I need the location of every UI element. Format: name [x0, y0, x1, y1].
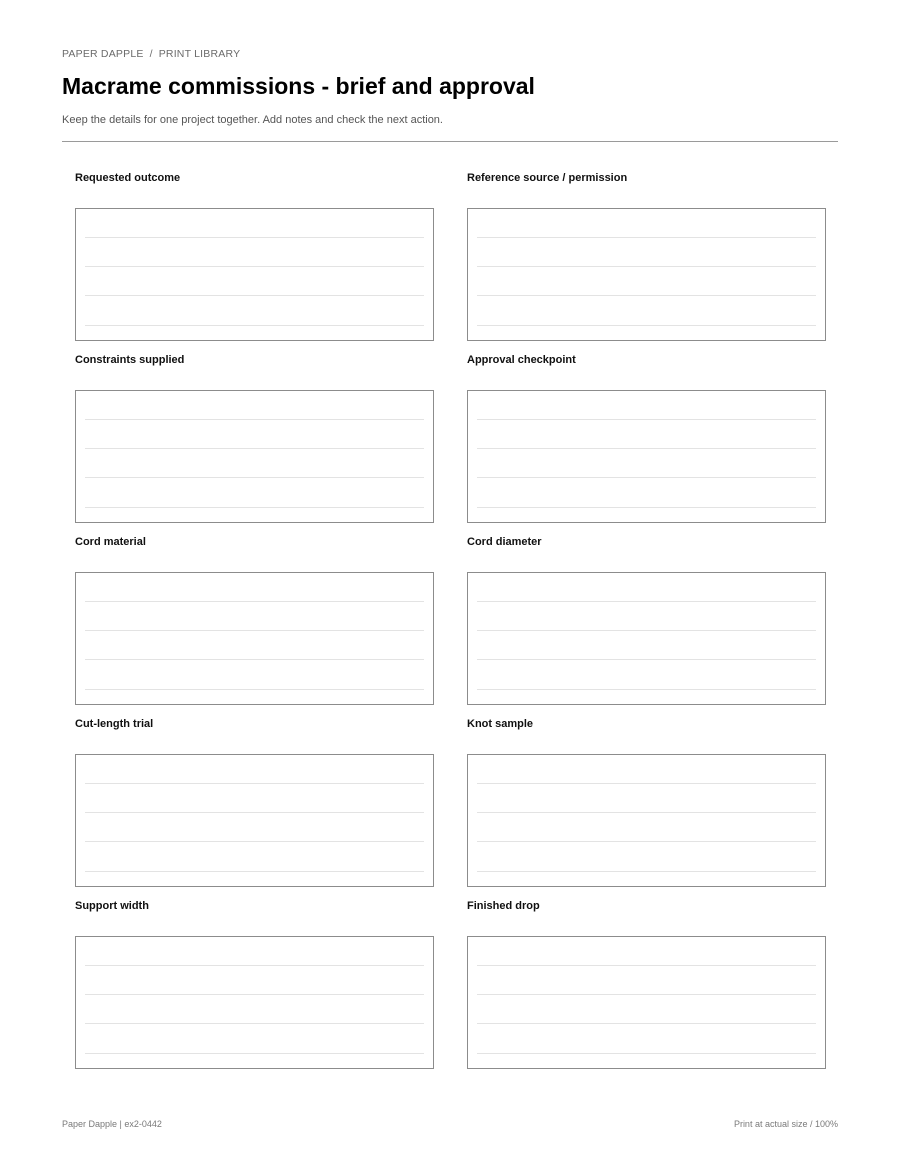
writing-line — [85, 965, 424, 966]
notes-box-finished-drop[interactable] — [467, 936, 826, 1069]
field-cord-material — [75, 536, 434, 704]
field-support-width — [75, 900, 434, 1068]
notes-box-approval-checkpoint[interactable] — [467, 390, 826, 523]
field-label: Approval checkpoint — [467, 354, 576, 366]
writing-line — [477, 295, 816, 296]
notes-box-reference-source[interactable] — [467, 208, 826, 341]
writing-line — [85, 1053, 424, 1054]
writing-line — [477, 841, 816, 842]
field-approval-checkpoint — [467, 354, 826, 522]
notes-box-cord-diameter[interactable] — [467, 572, 826, 705]
writing-line — [85, 689, 424, 690]
header-divider — [62, 141, 838, 142]
notes-box-cord-material[interactable] — [75, 572, 434, 705]
field-label: Constraints supplied — [75, 354, 185, 366]
breadcrumb-section: PRINT LIBRARY — [158, 48, 241, 60]
notes-box-requested-outcome[interactable] — [75, 208, 434, 341]
writing-line — [85, 295, 424, 296]
breadcrumb — [62, 48, 240, 60]
field-label: Support width — [75, 900, 149, 912]
writing-line — [477, 1053, 816, 1054]
notes-box-cut-length-trial[interactable] — [75, 754, 434, 887]
breadcrumb-separator: / — [149, 48, 153, 60]
field-label: Requested outcome — [75, 172, 181, 184]
writing-line — [85, 448, 424, 449]
writing-line — [85, 601, 424, 602]
field-label: Cord diameter — [467, 536, 542, 548]
notes-box-constraints-supplied[interactable] — [75, 390, 434, 523]
writing-line — [477, 477, 816, 478]
footer-print-note: Print at actual size / 100% — [733, 1119, 838, 1129]
field-reference-source — [467, 172, 826, 340]
writing-line — [477, 419, 816, 420]
writing-line — [477, 965, 816, 966]
field-label: Reference source / permission — [467, 172, 628, 184]
writing-line — [85, 783, 424, 784]
form-fields-grid — [75, 172, 826, 1068]
footer-document-id: Paper Dapple | ex2-0442 — [62, 1119, 162, 1129]
writing-line — [85, 630, 424, 631]
field-cut-length-trial — [75, 718, 434, 886]
writing-line — [477, 812, 816, 813]
writing-line — [477, 994, 816, 995]
writing-line — [477, 266, 816, 267]
writing-line — [85, 266, 424, 267]
writing-line — [477, 659, 816, 660]
writing-line — [477, 783, 816, 784]
writing-line — [85, 237, 424, 238]
field-label: Cord material — [75, 536, 146, 548]
field-finished-drop — [467, 900, 826, 1068]
field-constraints-supplied — [75, 354, 434, 522]
writing-line — [477, 630, 816, 631]
field-label: Knot sample — [467, 718, 534, 730]
writing-line — [85, 812, 424, 813]
breadcrumb-brand: PAPER DAPPLE — [62, 48, 144, 60]
writing-line — [85, 1023, 424, 1024]
field-label: Finished drop — [467, 900, 540, 912]
page-subtitle: Keep the details for one project together. Add notes and check the next action. — [62, 114, 443, 126]
field-label: Cut-length trial — [75, 718, 154, 730]
field-requested-outcome — [75, 172, 434, 340]
notes-box-knot-sample[interactable] — [467, 754, 826, 887]
field-knot-sample — [467, 718, 826, 886]
writing-line — [477, 325, 816, 326]
writing-line — [477, 1023, 816, 1024]
field-cord-diameter — [467, 536, 826, 704]
writing-line — [477, 871, 816, 872]
writing-line — [85, 841, 424, 842]
writing-line — [477, 448, 816, 449]
notes-box-support-width[interactable] — [75, 936, 434, 1069]
writing-line — [477, 689, 816, 690]
writing-line — [85, 477, 424, 478]
writing-line — [477, 601, 816, 602]
writing-line — [477, 507, 816, 508]
writing-line — [85, 994, 424, 995]
writing-line — [85, 419, 424, 420]
page-title: Macrame commissions - brief and approval — [62, 73, 535, 99]
writing-line — [85, 871, 424, 872]
writing-line — [85, 659, 424, 660]
writing-line — [85, 325, 424, 326]
writing-line — [85, 507, 424, 508]
writing-line — [477, 237, 816, 238]
